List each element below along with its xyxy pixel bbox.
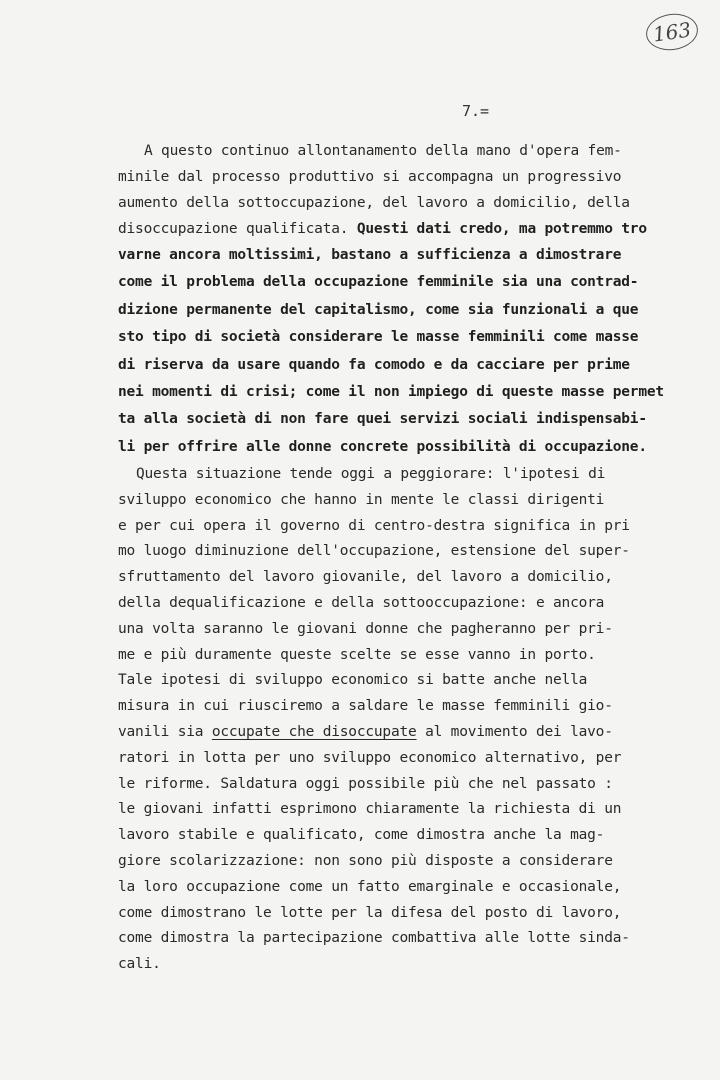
page-number: 7.=	[462, 102, 490, 120]
text-segment: al movimento dei lavo-	[416, 723, 613, 740]
paragraph-situazione	[118, 462, 638, 978]
paragraph-occupazione-femminile	[118, 138, 664, 461]
text-line: ta alla società di non fare quei servizi sociali indispensabi-	[118, 411, 647, 428]
text-line: la loro occupazione come un fatto emarginale e occasionale,	[118, 878, 622, 895]
text-line: nei momenti di crisi; come il non impiego di queste masse permet	[118, 383, 664, 400]
text-segment-bold: Questi dati credo, ma potremmo tro	[356, 221, 647, 237]
text-line: mo luogo diminuzione dell'occupazione, estensione del super-	[118, 543, 630, 560]
text-line: come il problema della occupazione femminile sia una contrad-	[118, 274, 639, 291]
text-line: A questo continuo allontanamento della mano d'opera fem-	[144, 143, 622, 159]
text-line: cali.	[118, 956, 161, 973]
text-line-mixed	[118, 720, 638, 746]
text-segment: disoccupazione qualificata.	[118, 221, 357, 237]
text-line: ratori in lotta per uno sviluppo economico alternativo, per	[118, 749, 622, 766]
text-line: varne ancora moltissimi, bastano a sufficienza a dimostrare	[118, 247, 622, 263]
text-line: me e più duramente queste scelte se esse vanno in porto.	[118, 646, 596, 663]
text-line: Tale ipotesi di sviluppo economico si batte anche nella	[118, 672, 588, 689]
text-line: le giovani infatti esprimono chiaramente la richiesta di un	[118, 801, 622, 818]
text-line: e per cui opera il governo di centro-destra significa in pri	[118, 517, 630, 534]
text-line: li per offrire alle donne concrete possibilità di occupazione.	[118, 438, 647, 455]
text-line: come dimostra la partecipazione combattiva alle lotte sinda-	[118, 930, 630, 947]
text-line: come dimostrano le lotte per la difesa del posto di lavoro,	[118, 904, 622, 921]
text-line: le riforme. Saldatura oggi possibile più che nel passato :	[118, 775, 613, 792]
text-line: misura in cui riusciremo a saldare le masse femminili gio-	[118, 698, 613, 715]
text-segment: vanili sia	[118, 723, 212, 740]
text-line: sfruttamento del lavoro giovanile, del lavoro a domicilio,	[118, 569, 613, 586]
text-line-mixed	[118, 216, 647, 242]
text-line: Questa situazione tende oggi a peggiorare: l'ipotesi di	[136, 466, 606, 482]
text-line: dizione permanente del capitalismo, come sia funzionali a que	[118, 301, 639, 318]
text-line: lavoro stabile e qualificato, come dimostra anche la mag-	[118, 827, 605, 844]
text-line: di riserva da usare quando fa comodo e da cacciare per prime	[118, 356, 630, 373]
text-segment-underlined: occupate che disoccupate	[211, 723, 417, 740]
archive-page-stamp: 163	[644, 11, 701, 54]
text-line: sto tipo di società considerare le masse femminili come masse	[118, 329, 639, 346]
text-line: una volta saranno le giovani donne che pagheranno per pri-	[118, 620, 613, 637]
text-line: della dequalificazione e della sottooccupazione: e ancora	[118, 594, 605, 611]
text-line: sviluppo economico che hanno in mente le classi dirigenti	[118, 491, 605, 508]
text-line: aumento della sottoccupazione, del lavoro a domicilio, della	[118, 195, 630, 211]
text-line: minile dal processo produttivo si accompagna un progressivo	[118, 169, 622, 185]
text-line: giore scolarizzazione: non sono più disposte a considerare	[118, 852, 613, 869]
